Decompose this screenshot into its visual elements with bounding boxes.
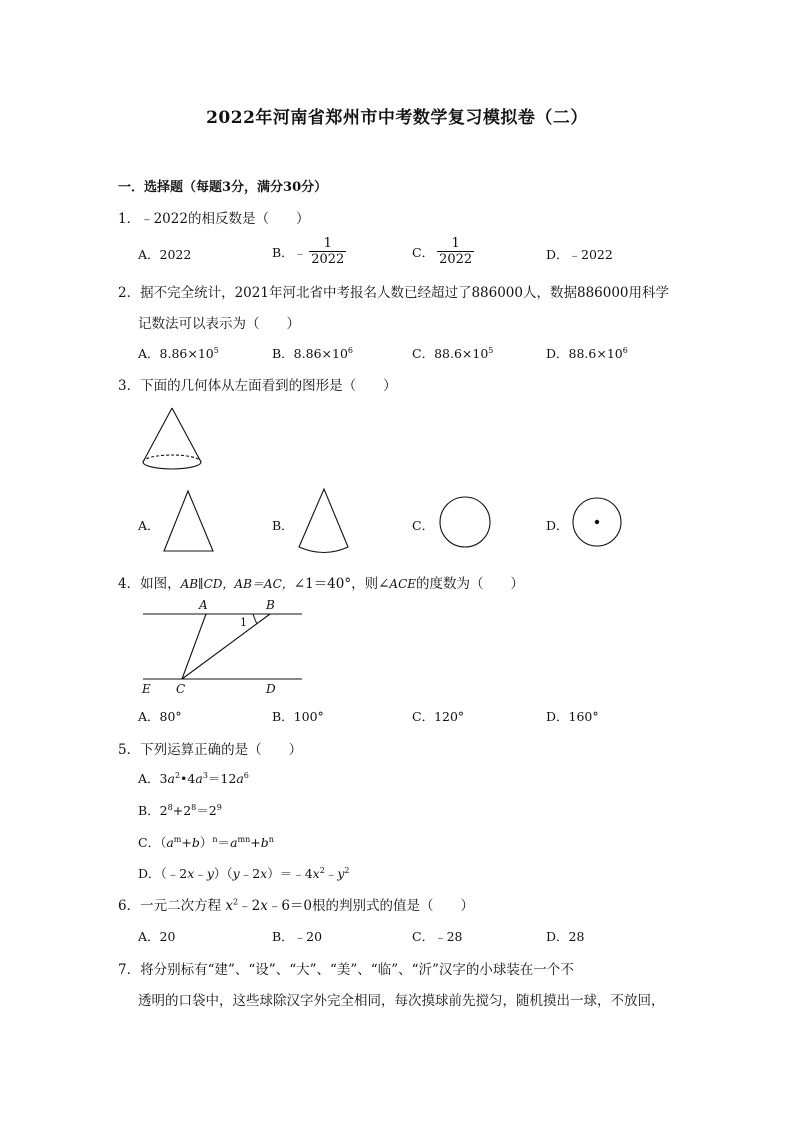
q5-a-prefix: A．3 (138, 771, 168, 786)
q6-stem-suffix: 根的判别式的值是（ ） (312, 898, 475, 914)
q5-option-c: C．$(a^m+b)^n=a^{mn}+b^n$ (138, 834, 274, 850)
q5-option-a: A．$3a^2•4a^3=12a^6$ (138, 770, 249, 786)
q1-c-denominator: 2022 (439, 252, 473, 267)
q4-option-d: D．160° (546, 709, 599, 724)
q4-label-angle-1: 1 (240, 616, 247, 629)
page-title: 2022年河南省郑州市中考数学复习模拟卷（二） (206, 108, 588, 128)
q6-option-d: D．28 (546, 929, 585, 944)
q4-label-e: E (142, 682, 151, 696)
q1-option-c-prefix: C． (412, 244, 435, 260)
q5-option-b: B．$2^8+2^8=2^9$ (138, 802, 222, 818)
q2-d-exponent: 6 (622, 345, 628, 355)
question-5-stem: 5．下列运算正确的是（ ） (118, 742, 303, 758)
question-2-stem-line2: 记数法可以表示为（ ） (138, 316, 300, 332)
q1-option-a: A．2022 (138, 247, 192, 262)
question-7-stem-line2: 透明的口袋中，这些球除汉字外完全相同，每次摸球前先搅匀，随机摸出一球，不放回， (138, 993, 665, 1009)
q3-option-b: B． (272, 518, 294, 533)
q5-option-d: D．$(﹣2x﹣y)(y﹣2x)=﹣4x^2﹣y^2$ (138, 865, 350, 881)
q1-b-numerator: 1 (323, 236, 332, 251)
q4-stem-ace: ACE (389, 577, 417, 591)
angle-1-arc (253, 614, 257, 624)
q4-stem-suffix: 的度数为（ ） (416, 576, 525, 592)
q4-label-d: D (266, 682, 276, 696)
q5-d-prefix: D．（﹣2 (138, 866, 188, 881)
q6-stem-prefix: 6．一元二次方程 (118, 898, 222, 914)
q6-option-c: C．﹣28 (412, 929, 463, 944)
question-2-stem-line1: 2．据不完全统计，2021年河北省中考报名人数已经超过了886000人，数据886000用科学 (118, 285, 670, 301)
q1-b-denominator: 2022 (311, 252, 345, 267)
question-1-stem: 1．﹣2022的相反数是（ ） (118, 211, 310, 227)
q3-option-d: D． (546, 518, 569, 533)
question-7-stem-line1: 7．将分别标有“建”、“设”、“大”、“美”、“临”、“沂”汉字的小球装在一个不 (118, 962, 574, 978)
q6-option-b: B．﹣20 (272, 929, 323, 944)
section-heading: 一．选择题（每题3分，满分30分） (118, 180, 328, 195)
question-3-stem: 3．下面的几何体从左面看到的图形是（ ） (118, 378, 397, 394)
q4-label-a: A (199, 598, 208, 612)
segment-ac (182, 614, 206, 679)
q4-option-c: C．120° (412, 709, 465, 724)
q6-option-a: A．20 (138, 929, 176, 944)
q3-option-c: C． (412, 518, 435, 533)
q1-option-b-prefix: B．﹣ (272, 244, 307, 260)
question-6-stem: 6．一元二次方程 $x^2﹣2x﹣6=0$根的判别式的值是（ ） (118, 897, 475, 914)
q5-b-prefix: B．2 (138, 803, 168, 818)
q2-a-exponent: 5 (213, 345, 219, 355)
q2-b-base: B．8.86×10 (272, 346, 348, 361)
q4-option-a: A．80° (138, 709, 182, 724)
q1-option-d: D．﹣2022 (546, 247, 613, 262)
q4-option-b: B．100° (272, 709, 324, 724)
q4-label-b: B (266, 598, 275, 612)
q2-c-exponent: 5 (488, 345, 494, 355)
q1-c-numerator: 1 (451, 236, 460, 251)
q4-label-c: C (176, 682, 186, 696)
q5-c-prefix: C．（ (138, 835, 167, 850)
q4-stem-prefix: 4．如图， (118, 576, 181, 592)
q2-b-exponent: 6 (347, 345, 353, 355)
q2-d-base: D．88.6×10 (546, 346, 623, 361)
q4-stem-angle: ∠1＝40°，则∠ (293, 576, 390, 592)
q2-a-base: A．8.86×10 (138, 346, 214, 361)
q3-option-a: A． (138, 518, 160, 533)
q4-stem-condition: AB∥CD，AB＝AC， (180, 577, 294, 591)
q2-c-base: C．88.6×10 (412, 346, 489, 361)
